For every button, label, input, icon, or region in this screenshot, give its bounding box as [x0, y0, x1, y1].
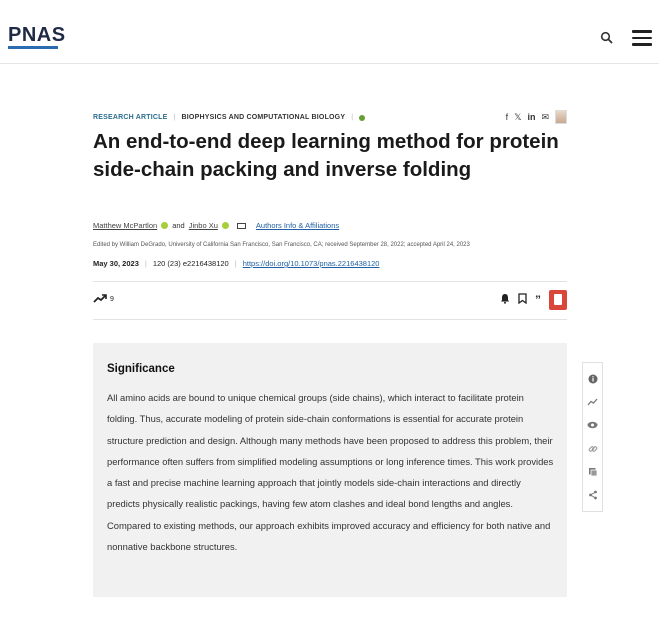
breadcrumb-separator: |: [351, 114, 354, 121]
bookmark-icon[interactable]: [518, 293, 527, 308]
subject-label[interactable]: BIOPHYSICS AND COMPUTATIONAL BIOLOGY: [181, 114, 346, 121]
hamburger-menu-icon[interactable]: [632, 30, 652, 46]
doi-link[interactable]: https://doi.org/10.1073/pnas.2216438120: [242, 259, 380, 268]
linkedin-icon[interactable]: in: [527, 112, 536, 122]
bell-icon[interactable]: [500, 293, 510, 308]
side-toolbar: [582, 362, 603, 512]
breadcrumb-separator: |: [173, 114, 176, 121]
author-conjunction: and: [172, 221, 185, 230]
significance-text: All amino acids are bound to unique chemical groups (side chains), which interact to facilitate protein folding. Thus, accurate modeling of protein side-chain conformations is essential for accurate protein structure prediction and design. Although many methods have been proposed to address this problem, their performance often suffers from simplified modeling assumptions or long inference times. This work provides a fast and precise machine learning approach that jointly models side-chain interactions and directly predicts physically realistic packings, having few atom clashes and ideal bond lengths and angles. Compared to existing methods, our approach exhibits improved accuracy and efficiency for both native and nonnative backbone structures.: [107, 392, 554, 553]
divider: [93, 319, 567, 320]
meta-separator: |: [144, 259, 147, 268]
copy-icon[interactable]: [587, 466, 599, 478]
view-icon[interactable]: [587, 419, 599, 431]
logo-underline: [8, 46, 58, 49]
article-tools: [500, 290, 567, 310]
email-icon[interactable]: [237, 223, 246, 229]
significance-heading: Significance: [107, 363, 175, 375]
article-type-label[interactable]: RESEARCH ARTICLE: [93, 114, 168, 121]
publication-meta: [93, 259, 379, 268]
author-link[interactable]: Jinbo Xu: [188, 221, 218, 230]
article-title: An end-to-end deep learning method for protein side-chain packing and inverse folding: [93, 130, 559, 181]
article-actions-row: [93, 290, 567, 312]
author-link[interactable]: Matthew McPartlon: [93, 221, 158, 230]
journal-cover-thumbnail[interactable]: [555, 110, 567, 124]
pdf-icon[interactable]: [549, 290, 567, 310]
meta-separator: |: [234, 259, 237, 268]
facebook-icon[interactable]: f: [505, 112, 509, 122]
metrics-link[interactable]: [93, 294, 114, 304]
metrics-icon[interactable]: [587, 396, 599, 408]
citation-info: 120 (23) e2216438120: [152, 259, 229, 268]
share-icon[interactable]: [587, 489, 599, 501]
significance-box: [93, 343, 567, 597]
metrics-count: 9: [110, 295, 114, 303]
top-bar: [0, 0, 659, 64]
orcid-icon[interactable]: [222, 222, 229, 229]
info-icon[interactable]: [587, 373, 599, 385]
publication-date: May 30, 2023: [93, 259, 139, 268]
link-icon[interactable]: [587, 443, 599, 455]
author-list: [93, 221, 339, 230]
share-links: [506, 110, 567, 124]
trend-icon: [93, 294, 107, 304]
quote-icon[interactable]: ”: [535, 293, 541, 307]
email-icon[interactable]: ✉: [541, 111, 549, 122]
twitter-icon[interactable]: 𝕏: [514, 111, 522, 122]
search-icon[interactable]: [600, 31, 614, 45]
orcid-icon[interactable]: [161, 222, 168, 229]
open-access-icon: [359, 115, 365, 121]
authors-info-link[interactable]: Authors Info & Affiliations: [255, 221, 340, 230]
editorial-info: Edited by William DeGrado, University of California San Francisco, San Francisco, CA; received September 28, 2022; accepted April 24, 2023: [93, 242, 470, 248]
divider: [93, 281, 567, 282]
article-breadcrumb: [93, 114, 365, 121]
pnas-logo[interactable]: PNAS: [8, 24, 66, 46]
